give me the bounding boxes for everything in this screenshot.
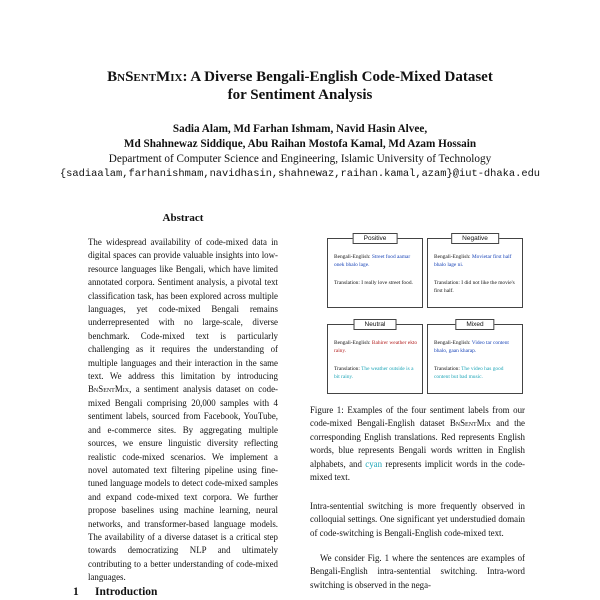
abstract-dataset-name: BnSentMix xyxy=(88,384,130,395)
card-label: Mixed xyxy=(455,319,494,330)
affiliation: Department of Computer Science and Engineering, Islamic University of Technology xyxy=(108,153,492,165)
section-heading-introduction xyxy=(73,586,157,598)
caption-dataset-name: BnSentMix xyxy=(449,418,491,429)
card-translation-line: Translation: The weather outside is a bit rainy. xyxy=(334,366,414,380)
body-paragraph-2: We consider Fig. 1 where the sentences are examples of Bengali-English intra-sentential switching. Intra-word switching is observed in the nega- xyxy=(310,553,525,590)
card-bengali-text: Movietar first half bhalo lage ni. xyxy=(434,254,512,268)
card-translation-text: The weather outside is a bit rainy. xyxy=(334,366,414,380)
card-bengali-text: Bahirer weather ekto rainy. xyxy=(334,340,418,354)
card-translation-line: Translation: I did not like the movie's first half. xyxy=(434,280,515,294)
caption-cyan-word: cyan xyxy=(365,458,383,469)
card-label: Positive xyxy=(353,233,398,244)
card-bengali-line: Bengali-English: Bahirer weather ekto rainy. xyxy=(334,340,418,354)
author-block xyxy=(40,122,560,182)
caption-part3: represents implicit words in the code-mixed text. xyxy=(310,458,525,483)
abstract-text xyxy=(88,236,278,585)
card-translation-line: Translation: I really love street food. xyxy=(334,280,413,286)
abstract-part1: The widespread availability of code-mixed data in digital spaces can provide valuable insights into low-resource languages like Bengali, which have limited annotated corpora. Sentiment analysis, a pivotal text classification task, has been explored across multiple languages, yet code-mixed Bengali remains underrepresented with no large-scale, diverse benchmark. Code-mixed text is particularly challenging as it requires the understanding of multiple languages and their interaction in the same text. We address this limitation by introducing xyxy=(88,237,278,382)
card-bengali-text: Street food aamar onek bhalo lage. xyxy=(334,254,411,268)
card-label: Negative xyxy=(451,233,499,244)
title-line2: for Sentiment Analysis xyxy=(227,87,373,103)
caption-part2: and the corresponding English translations. Red represents English words, blue represents Bengali words written in English alphabets, and xyxy=(310,418,525,469)
card-label: Neutral xyxy=(354,319,397,330)
title-rest: : A Diverse Bengali-English Code-Mixed Dataset xyxy=(182,69,493,85)
section-title: Introduction xyxy=(95,586,158,598)
card-translation-text: I did not like the movie's first half. xyxy=(434,280,515,294)
section-number: 1 xyxy=(73,586,79,598)
body-paragraph-1: Intra-sentential switching is more frequently observed in colloquial settings. One significant yet understudied domain of code-switching is Bengali-English code-mixed text. xyxy=(310,501,525,538)
example-card-neutral xyxy=(327,321,423,394)
paper-title xyxy=(60,68,540,104)
author-emails: {sadiaalam,farhanishmam,navidhasin,shahnewaz,raihan.kamal,azam}@iut-dhaka.edu xyxy=(59,168,541,180)
card-bengali-line: Bengali-English: Street food aamar onek bhalo lage. xyxy=(334,254,411,268)
figure-sentiment-examples xyxy=(313,228,523,398)
example-card-positive xyxy=(327,235,423,308)
card-bengali-line: Bengali-English: Movietar first half bhalo lage ni. xyxy=(434,254,512,268)
example-card-negative xyxy=(427,235,523,308)
example-card-mixed xyxy=(427,321,523,394)
figure-caption xyxy=(310,404,525,484)
caption-part1: Figure 1: Examples of the four sentiment labels from our code-mixed Bengali-English dataset xyxy=(310,405,525,429)
abstract-heading: Abstract xyxy=(162,212,204,224)
authors-line1: Sadia Alam, Md Farhan Ishmam, Navid Hasin Alvee, xyxy=(172,123,428,135)
card-translation-text: I really love street food. xyxy=(361,280,413,286)
card-translation-line: Translation: The video has good content but bad music. xyxy=(434,366,504,380)
card-bengali-text: Video tar content bhalo, gaan kharap. xyxy=(434,340,509,354)
abstract-part2: , a sentiment analysis dataset on code-mixed Bengali comprising 20,000 samples with 4 sentiment labels, sourced from Facebook, YouTube, and e-commerce sites. By aggregating multiple sources, we ensure linguistic diversity reflecting realistic code-mixed scenarios. We implement a novel automated text filtering pipeline using fine-tuned language models to detect code-mixed samples and expand code-mixed text corpora. We further propose baselines using machine learning, neural networks, and transformer-based language models. The availability of a diverse dataset is a critical step towards democratizing NLP and ultimately contributing to a better understanding of code-mixed languages. xyxy=(88,384,278,583)
authors-line2: Md Shahnewaz Siddique, Abu Raihan Mostofa Kamal, Md Azam Hossain xyxy=(123,138,477,150)
title-dataset-name: BnSentMix xyxy=(107,69,183,85)
card-translation-text: The video has good content but bad music. xyxy=(434,366,504,380)
card-bengali-line: Bengali-English: Video tar content bhalo, gaan kharap. xyxy=(434,340,509,354)
